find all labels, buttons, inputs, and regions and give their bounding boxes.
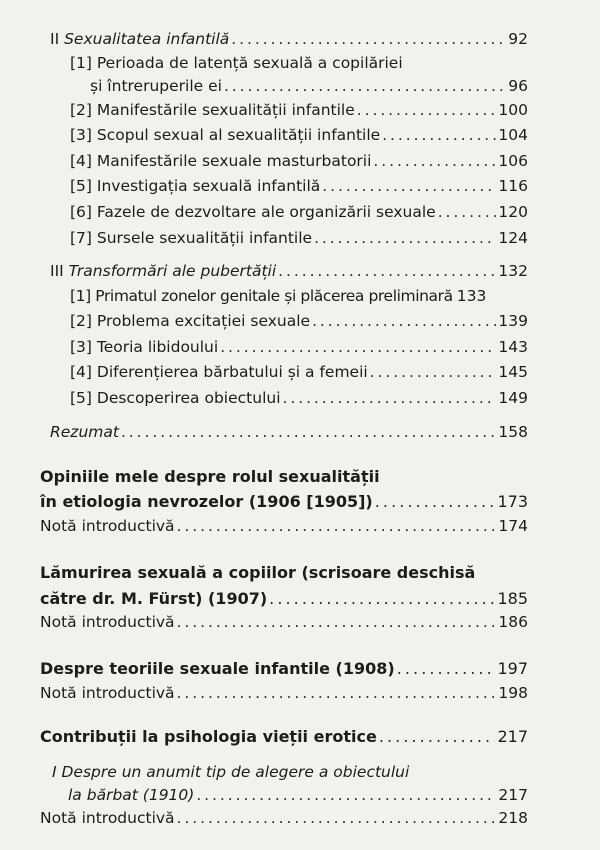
toc-entry: [1] Primatul zonelor genitale și plăcerea preliminară 133 (70, 287, 487, 305)
toc-entry-section-iii (50, 262, 528, 280)
toc-entry: [3] Teoria libidoului . . . 143 (70, 338, 528, 356)
leader-dots (375, 492, 496, 511)
page-number: 100 (498, 101, 528, 119)
toc-entry: [5] Investigația sexuală infantilă . . . 116 (70, 177, 528, 195)
leader-dots (196, 786, 496, 804)
leader-dots (269, 589, 495, 608)
toc-entry-note: Notă introductivă . . . 198 (40, 684, 528, 702)
leader-dots (177, 517, 497, 535)
page-number: 217 (498, 786, 528, 804)
page-number: 158 (498, 423, 528, 441)
toc-entry: la bărbat (1910) . . . 217 (68, 786, 528, 804)
leader-dots (322, 177, 496, 195)
toc-entry-work: către dr. M. Fürst) (1907) . . . 185 (40, 589, 528, 608)
section-numeral: III (50, 262, 64, 280)
page-number: 116 (498, 177, 528, 195)
leader-dots (177, 613, 497, 631)
toc-entry: și întreruperile ei . . . 96 (90, 77, 528, 95)
leader-dots (283, 389, 497, 407)
toc-entry-work: Contribuții la psihologia vieții erotice . . . 217 (40, 727, 528, 746)
leader-dots (278, 262, 496, 280)
toc-entry: [2] Manifestările sexualității infantile . . . 100 (70, 101, 528, 119)
page-number: 198 (498, 684, 528, 702)
section-title: Sexualitatea infantilă (64, 30, 230, 48)
leader-dots (177, 809, 497, 827)
leader-dots (231, 30, 506, 48)
page-number: 96 (508, 77, 528, 95)
leader-dots (224, 77, 506, 95)
toc-entry: [4] Diferențierea bărbatului și a femeii . . . 145 (70, 363, 528, 381)
toc-entry-note: Notă introductivă . . . 186 (40, 613, 528, 631)
leader-dots (370, 363, 497, 381)
leader-dots (121, 423, 496, 441)
leader-dots (382, 126, 496, 144)
toc-entry-line: [1] Perioada de latență sexuală a copilăriei (70, 54, 403, 72)
page-number: 139 (498, 312, 528, 330)
toc-entry: [5] Descoperirea obiectului . . . 149 (70, 389, 528, 407)
leader-dots (357, 101, 497, 119)
subentry-title: I Despre un anumit tip de alegere a obiectului (52, 763, 410, 781)
leader-dots (312, 312, 496, 330)
leader-dots (438, 203, 497, 221)
toc-entry-note: Notă introductivă . . . 218 (40, 809, 528, 827)
page-number: 104 (498, 126, 528, 144)
page-number: 124 (498, 229, 528, 247)
work-title: Opiniile mele despre rolul sexualității (40, 467, 380, 486)
page-number: 132 (498, 262, 528, 280)
work-title: Lămurirea sexuală a copiilor (scrisoare deschisă (40, 563, 476, 582)
page-number: 173 (497, 492, 528, 511)
toc-entry-work: Despre teoriile sexuale infantile (1908) . . . 197 (40, 659, 528, 678)
page-number: 143 (498, 338, 528, 356)
page-number: 133 (456, 287, 487, 305)
page-number: 120 (498, 203, 528, 221)
toc-entry-rezumat: Rezumat . . . 158 (50, 423, 528, 441)
toc-entry: [7] Sursele sexualității infantile . . . 124 (70, 229, 528, 247)
page-number: 106 (498, 152, 528, 170)
leader-dots (220, 338, 496, 356)
page-number: 174 (498, 517, 528, 535)
page-number: 217 (497, 727, 528, 746)
toc-entry: [4] Manifestările sexuale masturbatorii . . . 106 (70, 152, 528, 170)
toc-entry-note: Notă introductivă . . . 174 (40, 517, 528, 535)
leader-dots (314, 229, 496, 247)
page-number: 92 (508, 30, 528, 48)
page-number: 186 (498, 613, 528, 631)
leader-dots (373, 152, 496, 170)
leader-dots (177, 684, 497, 702)
toc-entry: [6] Fazele de dezvoltare ale organizării sexuale . . . 120 (70, 203, 528, 221)
page-number: 185 (497, 589, 528, 608)
page-number: 145 (498, 363, 528, 381)
toc-entry-section-ii (50, 30, 528, 48)
toc-entry-work: în etiologia nevrozelor (1906 [1905]) . . . 173 (40, 492, 528, 511)
toc-entry: [3] Scopul sexual al sexualității infantile . . . 104 (70, 126, 528, 144)
page-number: 218 (498, 809, 528, 827)
leader-dots (379, 727, 496, 746)
leader-dots (397, 659, 496, 678)
page-number: 149 (498, 389, 528, 407)
section-title: Transformări ale pubertății (68, 262, 277, 280)
page-number: 197 (497, 659, 528, 678)
section-numeral: II (50, 30, 60, 48)
toc-entry: [2] Problema excitației sexuale . . . 139 (70, 312, 528, 330)
